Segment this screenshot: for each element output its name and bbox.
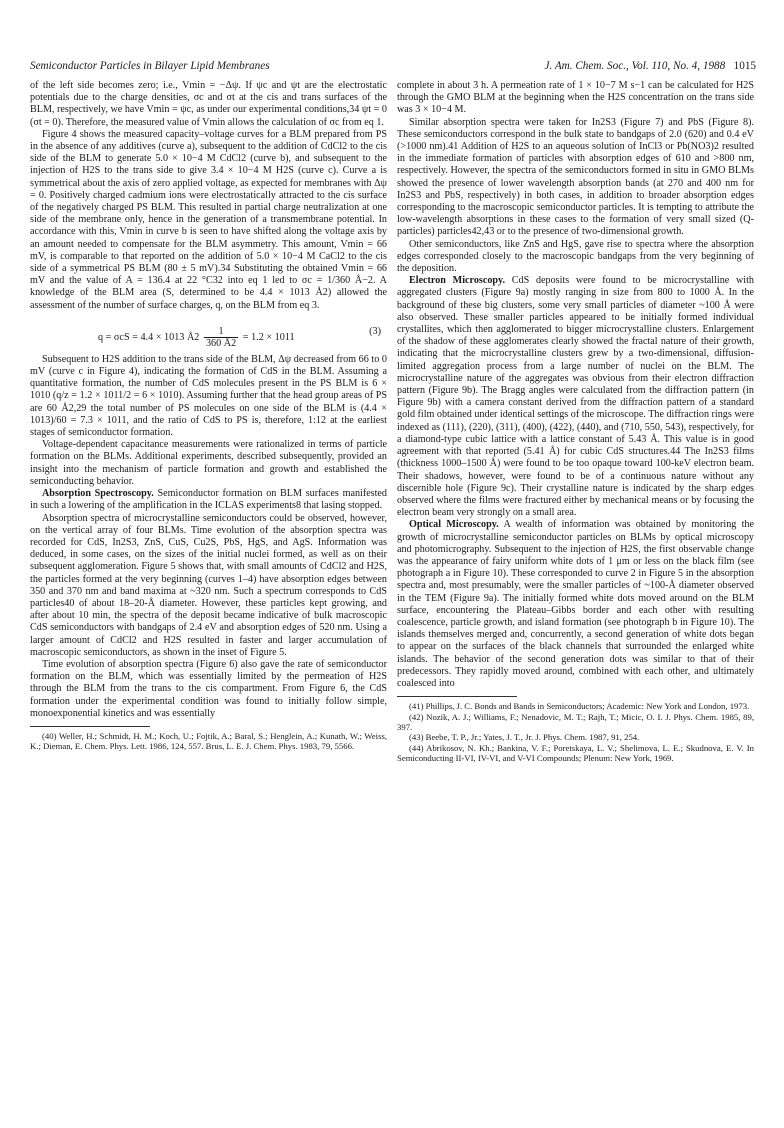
equation-rhs: = 1.2 × 1011 xyxy=(242,331,295,343)
paragraph xyxy=(397,275,754,519)
paragraph-text: A wealth of information was obtained by monitoring the growth of microcrystalline semiconductor particles on BLMs by optical microscopy and photomicrography. Subsequent to the injection of H2S, the first observable change was the appearance of fairy uniform white dots of 1 μm or less on the black film (see photograph a in Figure 10). These corresponded to curve 2 in Figure 5 in the absorption spectra and, most presumably, were the smaller particles of ~100-Å diameter observed in the TEM (Figure 9a). The initially formed white dots moved around on the BLM surface, encountering the Plateau–Gibbs border and each other with resulting coalescence, particle growth, and island formation (see photograph b in Figure 10). The islands themselves merged and, concurrently, a second generation of white dots began to appear on the surfaces of the black channels that surrounded the enlarged white islands. The behavior of the second generation dots was similar to that of their predecessors. They rapidly moved around, combined with each other, and ultimately coalesced into xyxy=(397,519,754,689)
footnote: (44) Abrikosov, N. Kh.; Bankina, V. F.; Poretskaya, L. V.; Shelimova, L. E.; Skudnova, E. V. In Semiconducting II-VI, IV-VI, and V-VI Compounds; Plenum: New York, 1969. xyxy=(397,742,754,764)
paragraph: complete in about 3 h. A permeation rate of 1 × 10−7 M s−1 can be calculated for H2S through the GMO BLM at the beginning when the H2S concentration on the trans side was 3 × 10−4 M. xyxy=(397,80,754,116)
right-column xyxy=(397,80,754,764)
paragraph: Figure 4 shows the measured capacity–voltage curves for a BLM prepared from PS in the absence of any additives (curve a), subsequent to the addition of CdCl2 to the cis side of the BLM to generate 5.0 × 10−4 M CdCl2 (curve b), and subsequent to the injection of H2S to the trans side to give 3.4 × 10−4 M H2S (curve c). Curve a is symmetrical about the axis of zero applied voltage, as expected for membranes with Δψ = 0. Positively charged cadmium ions were electrostatically attracted to the cis surface of the negatively charged PS BLM. This resulted in partial charge neutralization at one side of the membrane only, hence in the generation of a transmembrane potential. In accordance with this, Vmin in curve b is seen to have shifted along the voltage axis by an amount needed to compensate for the BLM asymmetry. This amount, Vmin = 66 mV, is comparable to that reported on the addition of 5.0 × 10−4 M CaCl2 to the cis side of a symmetrical PS BLM (80 ± 5 mV).34 Substituting the obtained Vmin = 66 mV and the value of A = 136.4 at 22 °C32 into eq 1 led to σc = 1/360 Å−2. A knowledge of the BLM area (S, determined to be 4.4 × 1013 Å2) allowed the assessment of the number of surface charges, q, on the BLM from eq 3. xyxy=(30,128,387,311)
footnote-divider xyxy=(397,696,517,697)
equation-number: (3) xyxy=(369,325,381,337)
equation-3 xyxy=(30,321,387,349)
paragraph: Similar absorption spectra were taken for In2S3 (Figure 7) and PbS (Figure 8). These semiconductors correspond in the bulk state to bandgaps of 2.0 (620) and 0.4 eV (>1000 nm).41 Addition of H2S to an aqueous solution of InCl3 or Pb(NO3)2 resulted in the immediate formation of particles with absorption edges of 610 and >800 nm, respectively. However, the spectra of the semiconductors formed in situ in GMO BLMs showed the presence of lower wavelength absorption bands (at 270 and 400 nm for In2S3 and PbS, respectively) in both cases, in addition to broader absorption edges corresponding to the macroscopic semiconductor particles. It is tempting to attribute the low-wavelength absorptions in these cases to the formation of very small sized (Q-particles) particles42,43 or to the presence of two-dimensional growth. xyxy=(397,116,754,238)
running-title: Semiconductor Particles in Bilayer Lipid Membranes xyxy=(30,60,270,72)
left-column xyxy=(30,80,387,752)
fraction-denominator: 360 Å2 xyxy=(205,337,237,349)
footnote: (42) Nozik, A. J.; Williams, F.; Nenadovic, M. T.; Rajh, T.; Micic, O. I. J. Phys. Chem. 1985, 89, 397. xyxy=(397,711,754,732)
journal-name: J. Am. Chem. Soc., Vol. 110, No. 4, 1988 xyxy=(544,60,726,72)
footnote-divider xyxy=(30,726,150,727)
paragraph xyxy=(30,488,387,512)
equation-fraction xyxy=(204,326,238,349)
paragraph: Other semiconductors, like ZnS and HgS, gave rise to spectra where the absorption edges corresponded closely to the macroscopic bandgaps from the very beginning of the deposition. xyxy=(397,238,754,275)
section-heading: Electron Microscopy. xyxy=(409,275,506,287)
paragraph: Absorption spectra of microcrystalline semiconductors could be observed, however, on the vertical array of four BLMs. Time evolution of the absorption spectra was recorded for CdS, In2S3, ZnS, CuS, Cu2S, PbS, HgS, and AgS. Information was deduced, in some cases, on the sizes of the initial nuclei formed, as well as on their subsequent agglomeration. Figure 5 shows that, with small amounts of CdCl2 and H2S, the particles formed at the very beginning (curves 1–4) have absorption edges between 350 and 370 nm and band maxima at ~320 nm. Such a spectrum corresponds to CdS particles40 of about 18–20-Å diameter. However, these particles kept growing, and after about 10 min, the spectra of the deposit became indicative of bulk macroscopic CdS semiconductors with bandgaps of 2.4 eV and absorption edges of 520 nm. Using a larger amount of CdCl2 and H2S resulted in faster and larger accumulation of macroscopic semiconductors, as shown in the inset of Figure 5. xyxy=(30,512,387,658)
equation-lhs: q = σcS = 4.4 × 1013 Å2 xyxy=(98,331,200,343)
footnote: (43) Beebe, T. P., Jr.; Yates, J. T., Jr. J. Phys. Chem. 1987, 91, 254. xyxy=(409,732,640,743)
paragraph: Subsequent to H2S addition to the trans side of the BLM, Δψ decreased from 66 to 0 mV (curve c in Figure 4), indicating the formation of CdS in the BLM. Assuming a quantitative formation, the number of CdS molecules present in the PS BLM is 6 × 1010 (q/z = 1.2 × 1011/2 = 6 × 1010). Assuming further that the head group areas of PS are 60 Å2,29 the total number of PS molecules on one side of the BLM is (4.4 × 1013)/60 = 7.3 × 1011, and the ratio of CdS to PS is, therefore, 1:12 at the earliest stages of semiconductor formation. xyxy=(30,353,387,439)
page-header xyxy=(30,60,756,76)
paragraph: Time evolution of absorption spectra (Figure 6) also gave the rate of semiconductor formation on the BLM, which was essentially limited by the permeation of H2S through the BLM from the trans to the cis compartment. From Figure 6, the CdS formation under the experimental condition was found to initially follow simple, monoexponential kinetics and was essentially xyxy=(30,658,387,719)
section-heading: Absorption Spectroscopy. xyxy=(42,488,154,500)
fraction-numerator: 1 xyxy=(204,326,238,338)
paragraph-text: CdS deposits were found to be microcrystalline with aggregated clusters (Figure 9a) mostly ranging in size from 800 to 1000 Å. In the background of these big clusters, some very small particles of diameter ~100 Å were also observed. These smaller particles appeared to be initially formed individual crystallites, which then agglomerated to bigger microcrystalline clusters. Enlargement of the shadow of these agglomerates clearly showed the fractal nature of their growth, indicating that the microcrystalline clusters grew by a two-dimensional, diffusion-limited aggregation process from a large number of nuclei on the BLM. The microcrystalline nature of the aggregates was obvious from their electron diffraction pattern (Figure 9b). The Bragg angles were calculated from the diffraction pattern (in Figure 9b) with a camera constant derived from the diffraction pattern of a standard gold film obtained under identical settings of the microscope. The diffraction rings were indexed as (111), (220), (311), (400), (422), (440), and (710, 550, 543), respectively, for a diamond-type cubic lattice with a lattice constant of 5.43 Å. This value is in good agreement with that reported (5.41 Å) for cubic CdS structures.44 The In2S3 films (thickness 1000–1500 Å) were found to be too opaque toward 100-keV electron beam. Their shadows, however, were found to be of a continuous nature without any discernible hole (Figure 9c). Their crystalline nature is indicated by the sharp edges observed where the films were fractured either by mechanical means or by focusing the electron beam very strongly on a small area. xyxy=(397,275,754,519)
paragraph-text: Semiconductor formation on BLM surfaces manifested in such a lowering of the amplification in the ICLAS experiments8 that lasing stopped. xyxy=(30,488,387,512)
paragraph xyxy=(397,519,754,690)
footnote: (41) Phillips, J. C. Bonds and Bands in Semiconductors; Academic: New York and London, 1973. xyxy=(409,701,750,712)
section-heading: Optical Microscopy. xyxy=(409,519,499,531)
equation-expression xyxy=(98,326,295,349)
paragraph: Voltage-dependent capacitance measurements were rationalized in terms of particle formation on the BLMs. Additional experiments, described subsequently, provided an insight into the mechanism of particle formation and growth and established the semiconducting behavior. xyxy=(30,439,387,487)
journal-citation xyxy=(544,60,756,72)
page-number: 1015 xyxy=(733,60,756,72)
paragraph: of the left side becomes zero; i.e., Vmin = −Δψ. If ψc and ψt are the electrostatic potentials due to the charge densities, σc and σt at the cis and trans surfaces of the BLM, respectively, we have Vmin = ψc, as under our experimental conditions,34 ψt = 0 (σt = 0). Therefore, the measured value of Vmin allows the calculation of σc from eq 1. xyxy=(30,80,387,128)
footnote: (40) Weller, H.; Schmidt, H. M.; Koch, U.; Fojtik, A.; Baral, S.; Henglein, A.; Kunath, W.; Weiss, K.; Dieman, E. Chem. Phys. Lett. 1986, 124, 557. Brus, L. E. J. Chem. Phys. 1983, 79, 5566. xyxy=(30,730,387,752)
